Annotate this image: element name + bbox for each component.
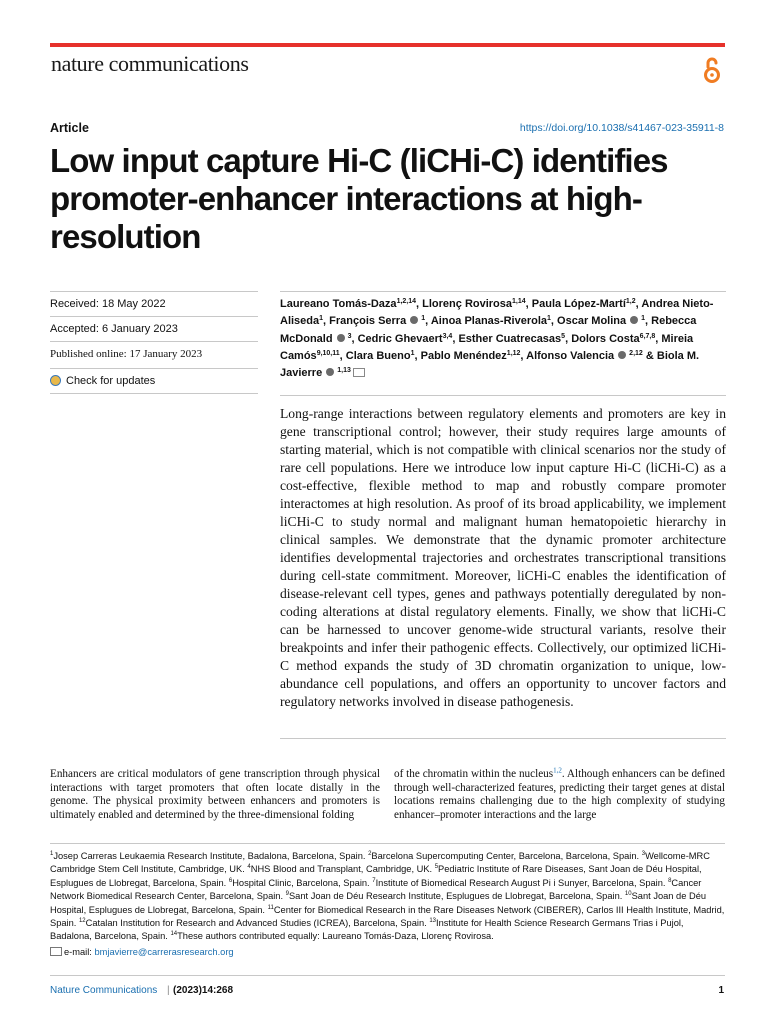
author-affiliation-ref: 1 xyxy=(410,349,415,357)
body-column-left: Enhancers are critical modulators of gene transcription through physical interactions with target promoters that often locate distally in the genome. The physical proximity between enhancers and promoters is ultimately enabled and determined by the three-dimensional folding xyxy=(50,768,380,822)
author-affiliation-ref: 1,2,14 xyxy=(396,298,417,305)
affiliation-text: Institute of Biomedical Research August Pi i Sunyer, Barcelona, Spain. xyxy=(375,877,669,888)
body-right-rest: . Although enhancers can be defined through well-characterized features, predicting their target genes at distal locations remains challenging due to the high complexity of studying enhancer–promoter interactions and the large xyxy=(394,768,726,822)
affiliation-number: 11 xyxy=(267,904,274,911)
affiliation-number: 2 xyxy=(368,850,372,857)
author-name[interactable]: Dolors Costa xyxy=(571,332,640,345)
author-name[interactable]: Laureano Tomás-Daza xyxy=(280,298,397,310)
accepted-date-text: Accepted: 6 January 2023 xyxy=(50,323,178,335)
affiliation-number: 12 xyxy=(78,917,86,924)
footer-citation: (2023)14:268 xyxy=(173,985,234,996)
author-name[interactable]: Andrea Nieto-Aliseda xyxy=(280,298,714,328)
body-column-right xyxy=(394,768,725,823)
check-for-updates-icon xyxy=(50,375,61,386)
author-affiliation-ref: 1 xyxy=(419,315,426,323)
orcid-icon[interactable] xyxy=(326,368,334,376)
affiliation-number: 8 xyxy=(668,877,672,884)
affiliation-text: Sant Joan de Déu Research Institute, Esplugues de Llobregat, Barcelona, Spain. xyxy=(288,891,625,902)
affiliation-number: 13 xyxy=(429,917,436,924)
journal-name: nature communications xyxy=(51,51,249,76)
author-affiliation-ref: 2,12 xyxy=(627,349,643,357)
author-name[interactable]: Oscar Molina xyxy=(557,315,627,328)
affiliations-list xyxy=(50,850,726,944)
affiliation-text: Wellcome-MRC Cambridge Stem Cell Institute, Cambridge, UK. xyxy=(50,851,710,875)
author-list: Laureano Tomás-Daza$^{1,2,14}$, Llorenç Rovirosa$^{1,14}$, Paula López-Martí$^{1,2}$, Andrea Nieto-Aliseda$^1$, François Serra $^1$, Ainoa Planas-Riverola$^1$, Oscar Molina $^1$, Rebecca McDonald $^3$, Cedric Ghevaert$^{3,4}$, Esther Cuatrecasas$^5$, Dolors Costa$^{6,7,8}$, Mireia Camós$^{9,10,11}$, Clara Bueno$^1$, Pablo Menéndez$^{1,12}$, Alfonso Valencia $^{2,12}$ & Biola M. Javierre $^{1,13}$ xyxy=(280,298,714,380)
affiliations-divider xyxy=(50,843,725,844)
affiliation-text: Sant Joan de Déu Hospital, Esplugues de Llobregat, Barcelona, Spain. xyxy=(50,891,707,915)
author-affiliation-ref: 6,7,8 xyxy=(639,332,656,340)
affiliation-number: 7 xyxy=(372,877,376,884)
author-affiliation-ref: 1,14 xyxy=(512,298,526,305)
affiliation-number: 9 xyxy=(285,891,289,898)
affiliation-number: 6 xyxy=(228,877,233,884)
author-name[interactable]: Llorenç Rovirosa xyxy=(422,298,513,310)
affiliation-text: Cancer Network Biomedical Research Center, Barcelona, Spain. xyxy=(50,877,702,902)
published-date-text: Published online: 17 January 2023 xyxy=(50,348,203,360)
check-for-updates-label: Check for updates xyxy=(66,375,156,387)
author-affiliation-ref: 3,4 xyxy=(442,332,453,340)
affiliation-number: 10 xyxy=(624,891,632,898)
doi-link[interactable]: https://doi.org/10.1038/s41467-023-35911-8 xyxy=(519,122,724,134)
open-access-icon xyxy=(702,55,722,85)
affiliation-number: 4 xyxy=(247,864,251,871)
author-affiliation-ref: 9,10,11 xyxy=(316,349,340,357)
author-name[interactable]: Mireia Camós xyxy=(280,332,694,362)
affiliation-text: NHS Blood and Transplant, Cambridge, UK. xyxy=(250,864,435,875)
citation-link[interactable]: 1,2 xyxy=(553,766,562,775)
article-type-label: Article xyxy=(50,121,89,135)
affiliation-text: Pediatric Institute of Rare Diseases, Sant Joan de Déu Hospital, Esplugues de Llobregat, Barcelona, Spain. xyxy=(50,864,702,888)
author-name[interactable]: Esther Cuatrecasas xyxy=(458,332,562,345)
author-affiliation-ref: 1,13 xyxy=(335,367,351,375)
accepted-date xyxy=(50,316,258,342)
envelope-icon xyxy=(50,947,62,956)
affiliation-number: 5 xyxy=(434,864,439,871)
affiliation-text: Center for Biomedical Research in the Rare Diseases Network (CIBERER), Carlos III Health Institute, Madrid, Spain. xyxy=(50,904,725,929)
abstract-divider-bottom xyxy=(280,738,726,739)
check-for-updates-button[interactable] xyxy=(50,368,258,394)
affiliation-text: Hospital Clinic, Barcelona, Spain. xyxy=(232,877,373,888)
author-name[interactable]: Clara Bueno xyxy=(345,349,411,362)
author-affiliation-ref: 1,12 xyxy=(506,349,521,357)
page-number: 1 xyxy=(718,985,724,996)
email-link[interactable]: bmjavierre@carrerasresearch.org xyxy=(94,947,234,957)
affiliation-text: Catalan Institution for Research and Advanced Studies (ICREA), Barcelona, Spain. xyxy=(85,918,430,929)
author-affiliation-ref: 1 xyxy=(639,315,646,323)
abstract-divider-top xyxy=(280,395,726,396)
published-date xyxy=(50,341,258,369)
email-label: e-mail: xyxy=(64,947,95,957)
author-affiliation-ref: 3 xyxy=(345,332,352,340)
affiliation-text: Barcelona Supercomputing Center, Barcelona, Barcelona, Spain. xyxy=(371,851,642,861)
body-right-start: of the chromatin within the nucleus xyxy=(394,768,554,780)
footer-divider xyxy=(50,975,725,976)
affiliation-text: These authors contributed equally: Laureano Tomás-Daza, Llorenç Rovirosa. xyxy=(177,931,494,942)
orcid-icon[interactable] xyxy=(630,316,638,324)
abstract-text: Long-range interactions between regulatory elements and promoters are key in gene transcriptional control; however, their study requires large amounts of starting material, which is not compatible with clinical scenarios nor the study of rare cell populations. Here we introduce low input capture Hi-C (liCHi-C) as a cost-effective, flexible method to map and robustly compare promoter interactomes at high resolution. As proof of its broad applicability, we implement liCHi-C to study normal and malignant human hematopoietic hierarchy in clinical samples. We demonstrate that the dynamic promoter architecture identifies developmental trajectories and orchestrates transcriptional transitions during cell-state commitment. Moreover, liCHi-C enables the identification of disease-relevant cell types, genes and pathways potentially deregulated by non-coding alterations at distal regulatory elements. Finally, we show that liCHi-C can be harnessed to uncover genome-wide structural variants, resolve their breakpoints and infer their pathogenic effects. Collectively, our optimized liCHi-C method expands the study of 3D chromatin organization to unique, low-abundance cell populations, and offers an opportunity to uncover factors and regulatory networks involved in disease pathogenesis. xyxy=(280,406,726,709)
author-name[interactable]: Pablo Menéndez xyxy=(420,349,507,362)
orcid-icon[interactable] xyxy=(618,351,626,359)
author-name[interactable]: Paula López-Martí xyxy=(531,298,626,310)
article-title: Low input capture Hi-C (liCHi-C) identifies promoter-enhancer interactions at high-resolution xyxy=(50,142,668,255)
corresponding-email xyxy=(50,947,234,957)
header-accent-bar xyxy=(50,43,725,47)
orcid-icon[interactable] xyxy=(410,316,418,324)
author-affiliation-ref: 1 xyxy=(319,315,324,323)
author-name[interactable]: Biola M. Javierre xyxy=(280,349,700,380)
orcid-icon[interactable] xyxy=(337,334,345,342)
author-name[interactable]: François Serra xyxy=(329,315,407,328)
author-affiliation-ref: 5 xyxy=(561,332,566,340)
received-date-text: Received: 18 May 2022 xyxy=(50,298,166,310)
affiliation-number: 1 xyxy=(50,850,54,857)
affiliation-number: 14 xyxy=(170,931,178,938)
author-affiliation-ref: 1,2 xyxy=(625,298,636,305)
author-name[interactable]: Alfonso Valencia xyxy=(526,349,615,362)
affiliation-number: 3 xyxy=(641,850,646,857)
envelope-icon[interactable] xyxy=(353,368,365,377)
footer-separator: | xyxy=(167,985,170,996)
affiliation-text: Josep Carreras Leukaemia Research Institute, Badalona, Barcelona, Spain. xyxy=(53,851,369,861)
author-name[interactable]: Rebecca McDonald xyxy=(280,315,697,345)
author-name[interactable]: Ainoa Planas-Riverola xyxy=(430,315,547,328)
author-name[interactable]: Cedric Ghevaert xyxy=(357,332,443,345)
footer-journal-link[interactable]: Nature Communications xyxy=(50,985,158,996)
affiliation-text: Institute for Health Science Research Germans Trias i Pujol, Badalona, Barcelona, Spain. xyxy=(50,918,684,942)
author-affiliation-ref: 1 xyxy=(547,315,551,323)
authors-divider xyxy=(280,291,726,292)
received-date xyxy=(50,291,258,317)
